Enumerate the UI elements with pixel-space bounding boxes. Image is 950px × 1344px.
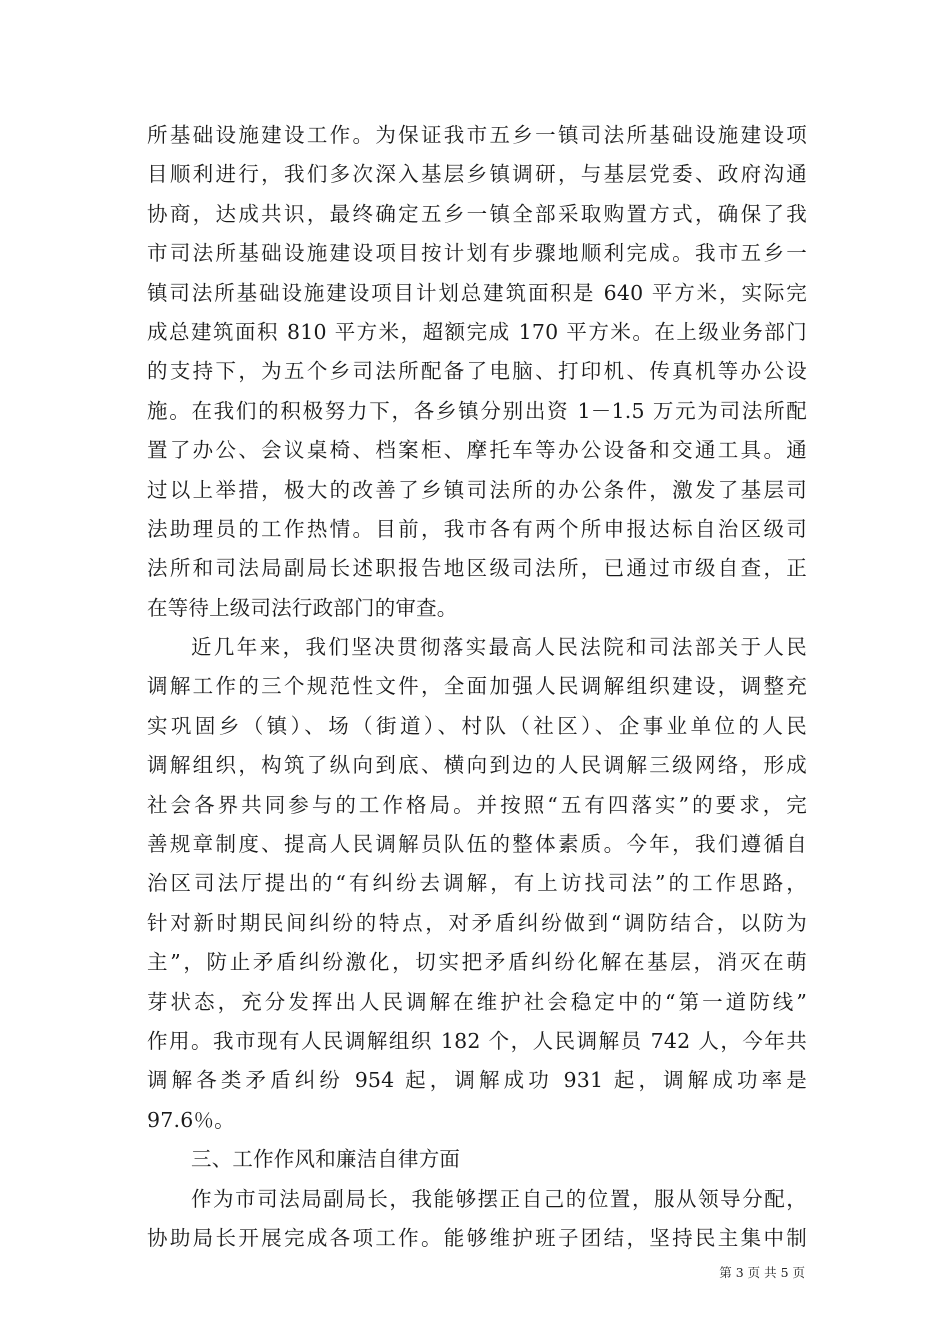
page-number-footer: 第 3 页 共 5 页 — [719, 1265, 805, 1280]
text-line: 成总建筑面积 810 平方米，超额完成 170 平方米。在上级业务部门 — [147, 319, 807, 344]
text-line: 97.6％。 — [147, 1107, 235, 1132]
text-line: 善规章制度、提高人民调解员队伍的整体素质。今年，我们遵循自 — [147, 832, 807, 857]
text-line: 镇司法所基础设施建设项目计划总建筑面积是 640 平方米，实际完 — [147, 280, 807, 305]
text-line: 芽状态，充分发挥出人民调解在维护社会稳定中的“第一道防线” — [147, 989, 807, 1014]
text-line: 协助局长开展完成各项工作。能够维护班子团结，坚持民主集中制 — [147, 1225, 807, 1250]
text-line: 调解工作的三个规范性文件，全面加强人民调解组织建设，调整充 — [147, 674, 807, 699]
text-line: 过以上举措，极大的改善了乡镇司法所的办公条件，激发了基层司 — [147, 477, 807, 502]
section-heading: 三、工作作风和廉洁自律方面 — [191, 1147, 461, 1172]
text-line: 实巩固乡（镇）、场（街道）、村队（社区）、企事业单位的人民 — [147, 713, 807, 738]
text-line: 针对新时期民间纠纷的特点，对矛盾纠纷做到“调防结合，以防为 — [147, 910, 807, 935]
text-line: 市司法所基础设施建设项目按计划有步骤地顺利完成。我市五乡一 — [147, 241, 807, 266]
text-line: 调解各类矛盾纠纷 954 起，调解成功 931 起，调解成功率是 — [147, 1068, 807, 1093]
text-line: 协商，达成共识，最终确定五乡一镇全部采取购置方式，确保了我 — [147, 201, 807, 226]
text-line: 法助理员的工作热情。目前，我市各有两个所申报达标自治区级司 — [147, 516, 807, 541]
text-line: 目顺利进行，我们多次深入基层乡镇调研，与基层党委、政府沟通 — [147, 162, 807, 187]
text-line: 治区司法厅提出的“有纠纷去调解，有上访找司法”的工作思路， — [147, 871, 807, 896]
paragraph-start-line: 作为市司法局副局长，我能够摆正自己的位置，服从领导分配， — [191, 1186, 807, 1211]
text-line: 社会各界共同参与的工作格局。并按照“五有四落实”的要求，完 — [147, 792, 807, 817]
text-line: 所基础设施建设工作。为保证我市五乡一镇司法所基础设施建设项 — [147, 123, 807, 147]
body-text — [147, 116, 807, 1258]
paragraph-start-line: 近几年来，我们坚决贯彻落实最高人民法院和司法部关于人民 — [191, 635, 807, 660]
text-line: 法所和司法局副局长述职报告地区级司法所，已通过市级自查，正 — [147, 556, 807, 581]
text-line: 置了办公、会议桌椅、档案柜、摩托车等办公设备和交通工具。通 — [147, 438, 807, 463]
text-line: 施。在我们的积极努力下，各乡镇分别出资 1－1.5 万元为司法所配 — [147, 398, 807, 423]
text-line: 作用。我市现有人民调解组织 182 个，人民调解员 742 人，今年共 — [147, 1028, 807, 1053]
text-line: 在等待上级司法行政部门的审查。 — [147, 595, 458, 620]
text-line: 的支持下，为五个乡司法所配备了电脑、打印机、传真机等办公设 — [147, 359, 807, 384]
text-line: 主”，防止矛盾纠纷激化，切实把矛盾纠纷化解在基层，消灭在萌 — [147, 950, 807, 975]
text-line: 调解组织，构筑了纵向到底、横向到边的人民调解三级网络，形成 — [147, 753, 807, 778]
